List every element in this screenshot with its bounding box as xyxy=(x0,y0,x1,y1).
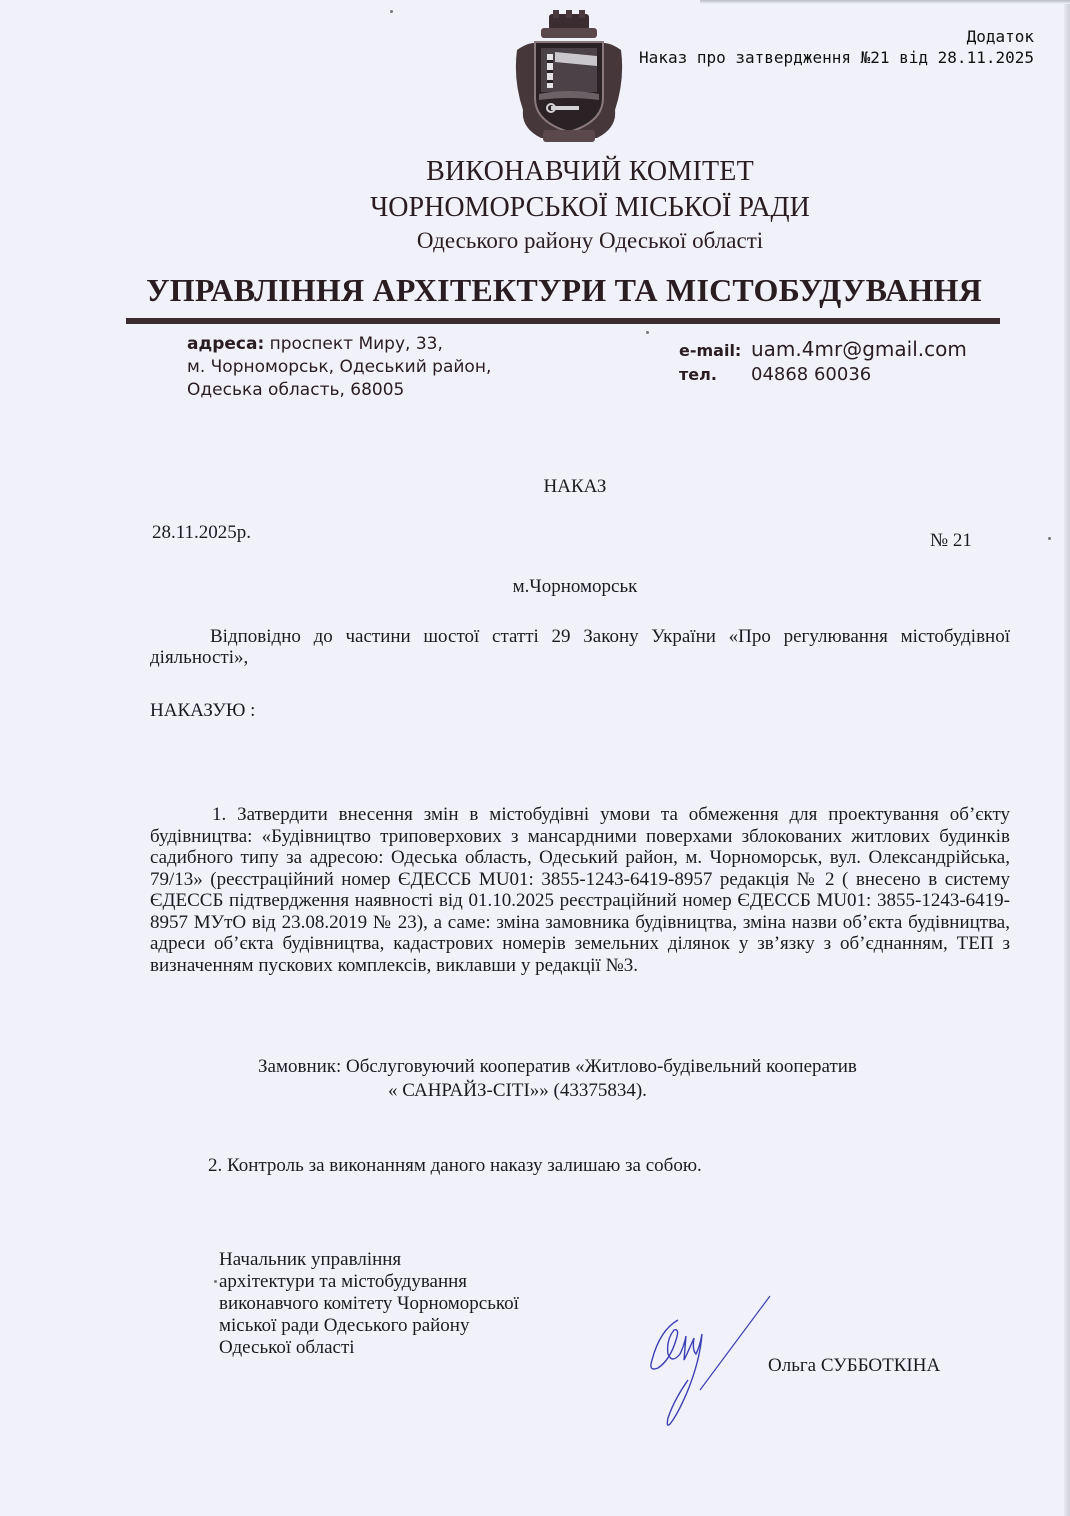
position-line5: Одеської області xyxy=(219,1337,355,1358)
customer-line2: « САНРАЙЗ-СІТІ»» (43375834). xyxy=(388,1080,647,1101)
address-line3: Одеська область, 68005 xyxy=(187,380,405,400)
phone-number: 04868 60036 xyxy=(751,364,872,385)
org-region: Одеського району Одеської області xyxy=(416,228,764,253)
signer-position xyxy=(219,1249,519,1359)
org-name-line1: ВИКОНАВЧИЙ КОМІТЕТ xyxy=(426,156,754,187)
document-number: № 21 xyxy=(930,530,972,551)
address-line2: м. Чорноморськ, Одеський район, xyxy=(187,357,492,377)
order-word: НАКАЗУЮ : xyxy=(150,700,256,721)
document-title: НАКАЗ xyxy=(543,476,607,497)
header-divider xyxy=(126,318,1000,324)
page-top-shadow xyxy=(700,0,1070,4)
customer-block xyxy=(258,1055,857,1103)
address-block xyxy=(187,333,491,402)
scan-speck xyxy=(646,331,649,334)
document-city: м.Чорноморськ xyxy=(512,576,638,597)
department-title: УПРАВЛІННЯ АРХІТЕКТУРИ ТА МІСТОБУДУВАННЯ xyxy=(146,272,982,308)
annex-reference: Наказ про затвердження №21 від 28.11.2025 xyxy=(639,48,1034,67)
address-line1: проспект Миру, 33, xyxy=(269,334,443,354)
position-line2: архітектури та містобудування xyxy=(219,1271,468,1292)
contact-block xyxy=(679,338,967,387)
scan-speck xyxy=(214,1280,217,1283)
address-label: адреса: xyxy=(187,334,265,354)
order-item-2: 2. Контроль за виконанням даного наказу залишаю за собою. xyxy=(208,1155,702,1176)
intro-paragraph: Відповідно до частини шостої статті 29 Закону України «Про регулювання містобудівної діяльності», xyxy=(150,626,1010,668)
scan-speck xyxy=(1048,537,1051,540)
position-line4: міської ради Одеського району xyxy=(219,1315,470,1336)
scan-speck xyxy=(390,10,393,13)
order-item-1: 1. Затвердити внесення змін в містобудівні умови та обмеження для проектування об’єкту будівництва: «Будівництво триповерхових з мансардними поверхами зблокованих житлових будинків садибного типу за адресою: Одеська область, Одеський район, м. Чорноморськ, вул. Олександрійська, 79/13» (реєстраційний номер ЄДЕССБ MU01: 3855-1243-6419-8957 редакція № 2 ( внесено в систему ЄДЕССБ підтвердження наявності від 01.10.2025 реєстраційний номер ЄДЕССБ MU01: 3855-1243-6419-8957 МУтО від 23.08.2019 № 23), а саме: зміна замовника будівництва, зміна назви об’єкта будівництва, адреси об’єкта будівництва, кадастрових номерів земельних ділянок у зв’язку з об’єднанням, ТЕП з визначенням пускових комплексів, виклавши у редакції №3. xyxy=(150,804,1010,976)
phone-label: тел. xyxy=(679,365,717,384)
email-link[interactable]: uam.4mr@gmail.com xyxy=(751,337,967,361)
annex-stamp xyxy=(639,26,1034,68)
org-name-line2: ЧОРНОМОРСЬКОЇ МІСЬКОЇ РАДИ xyxy=(370,192,810,223)
signer-name: Ольга СУББОТКІНА xyxy=(768,1355,941,1376)
handwritten-signature-icon xyxy=(640,1290,780,1430)
email-label: e-mail: xyxy=(679,341,742,360)
position-line1: Начальник управління xyxy=(219,1249,402,1270)
position-line3: виконавчого комітету Чорноморської xyxy=(219,1293,519,1314)
annex-label: Додаток xyxy=(966,27,1034,46)
coat-of-arms-icon xyxy=(511,10,627,148)
customer-line1: Замовник: Обслуговуючий кооператив «Житлово-будівельний кооператив xyxy=(258,1056,857,1077)
document-date: 28.11.2025р. xyxy=(152,522,252,543)
